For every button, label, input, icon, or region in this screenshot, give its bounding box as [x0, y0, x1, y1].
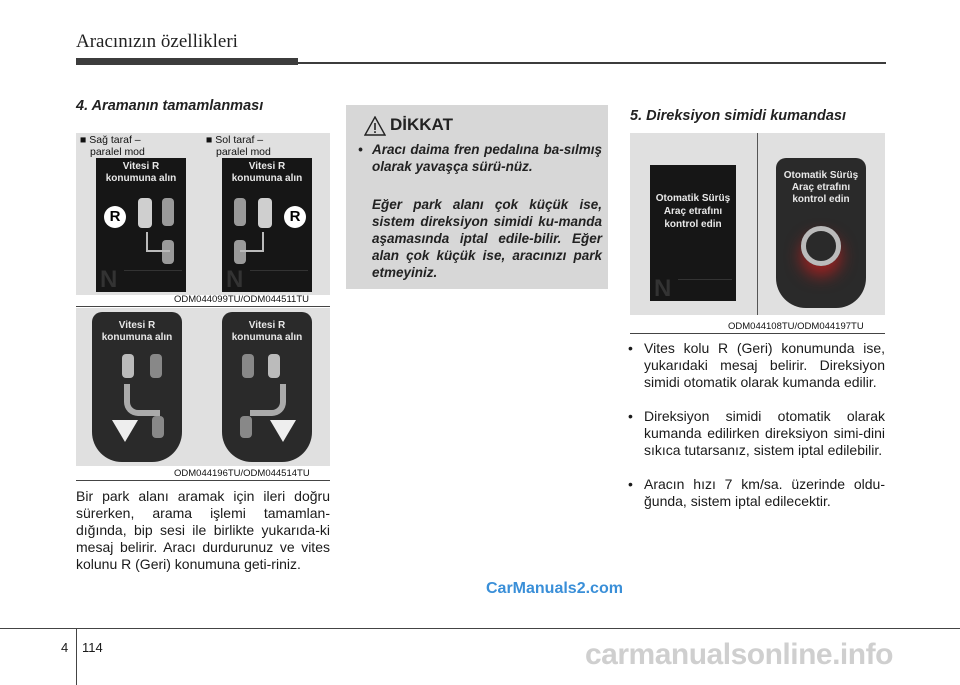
- gauge-line: [678, 279, 732, 294]
- bullet-text-2: Direksiyon simidi otomatik olarak kumanda edilirken direksiyon simi-dini sıkıca tutarsanız, sistem iptal edilebilir.: [644, 408, 885, 458]
- car-icon: [258, 198, 272, 228]
- screen-line-1: Otomatik Sürüş: [783, 170, 859, 181]
- cluster-screen-auto: [776, 158, 866, 308]
- figure-divider: [757, 133, 758, 315]
- square-bullet-icon: ■: [80, 134, 87, 146]
- bullet-icon: •: [628, 340, 633, 356]
- display-screen-right: [96, 158, 186, 292]
- figure-label-left: ■ Sol taraf –: [206, 134, 264, 146]
- parked-car-icon: [234, 198, 246, 226]
- figure-label-right-2: paralel mod: [90, 146, 145, 158]
- screen-message-1: Vitesi R: [248, 161, 286, 172]
- footer-divider: [76, 629, 77, 685]
- caption-rule: [76, 306, 330, 307]
- gauge-line: [124, 270, 182, 287]
- caution-text-1: Aracı daima fren pedalına ba-sılmış olarak yavaşça sürü-nüz.: [372, 142, 602, 174]
- section-5-title: 5. Direksiyon simidi kumandası: [630, 108, 846, 124]
- footer-rule: [0, 628, 960, 629]
- gauge-line: [250, 270, 308, 287]
- path-arrow-icon: [146, 232, 170, 252]
- gear-indicator: N: [226, 266, 244, 293]
- bullet-text-1: Vites kolu R (Geri) konumunda ise, yukarıdaki mesaj belirir. Direksiyon simidi otomatik olarak kumanda edilir.: [644, 340, 885, 390]
- gear-indicator: N: [654, 275, 672, 302]
- square-bullet-icon: ■: [206, 134, 213, 146]
- path-arrow-icon: [250, 384, 286, 416]
- screen-message-1: Vitesi R: [118, 320, 156, 331]
- section-4-paragraph: Bir park alanı aramak için ileri doğru sürerken, arama işlemi tamamlan-dığında, bip sesi ile birlikte yukarıda-ki mesaj belirir. Aracı durdurunuz ve vites kolunu R (Geri) konumuna geti-riniz.: [76, 488, 330, 572]
- parked-car-icon: [162, 198, 174, 226]
- screen-line-2: Araç etrafını: [663, 206, 723, 217]
- bullet-text-3: Aracın hızı 7 km/sa. üzerinde oldu-ğunda, sistem iptal edilecektir.: [644, 476, 885, 509]
- display-screen-auto: [650, 165, 736, 301]
- warning-triangle-icon: [364, 116, 386, 136]
- parked-car-icon: [242, 354, 254, 378]
- parked-car-icon: [240, 416, 252, 438]
- bullet-icon: •: [628, 408, 633, 424]
- caution-text-2: Eğer park alanı çok küçük ise, sistem direksiyon simidi ku-manda aşamasında iptal edile-bilir. Eğer alan çok küçük ise, aracınızı park etmeyiniz.: [372, 197, 602, 280]
- chapter-number: 4: [61, 640, 69, 655]
- caution-title: DİKKAT: [390, 115, 453, 134]
- reverse-sign-icon: R: [284, 206, 306, 228]
- caption-rule: [76, 480, 330, 481]
- section-4-title: 4. Aramanın tamamlanması: [76, 98, 264, 114]
- cluster-screen-left: [222, 312, 312, 462]
- figure-label-right: ■ Sağ taraf –: [80, 134, 141, 146]
- reverse-triangle-icon: [270, 420, 296, 442]
- page-header-title: Aracınızın özellikleri: [76, 31, 238, 52]
- screen-line-3: kontrol edin: [664, 219, 722, 230]
- parked-car-icon: [152, 416, 164, 438]
- screen-message-2: konumuna alın: [101, 332, 173, 343]
- bullet-icon: •: [628, 476, 633, 492]
- bullet-icon: •: [358, 142, 363, 157]
- page-number: 114: [82, 640, 103, 655]
- path-arrow-icon: [124, 384, 160, 416]
- car-icon: [268, 354, 280, 378]
- footer-watermark: carmanualsonline.info: [585, 638, 893, 671]
- screen-message-1: Vitesi R: [122, 161, 160, 172]
- screen-line-2: Araç etrafını: [791, 182, 851, 193]
- car-icon: [122, 354, 134, 378]
- steering-wheel-icon: [801, 226, 841, 266]
- screen-message-2: konumuna alın: [231, 332, 303, 343]
- figure-2-caption: ODM044196TU/ODM044514TU: [174, 468, 310, 479]
- cluster-screen-right: [92, 312, 182, 462]
- figure-label-left-2: paralel mod: [216, 146, 271, 158]
- figure-3-caption: ODM044108TU/ODM044197TU: [728, 321, 864, 332]
- display-screen-left: [222, 158, 312, 292]
- screen-message-2: konumuna alın: [231, 173, 303, 184]
- gear-indicator: N: [100, 266, 118, 293]
- reverse-sign-icon: R: [104, 206, 126, 228]
- car-icon: [138, 198, 152, 228]
- header-bar: [76, 58, 298, 65]
- screen-message-1: Vitesi R: [248, 320, 286, 331]
- screen-message-2: konumuna alın: [105, 173, 177, 184]
- caution-box: [346, 105, 608, 289]
- screen-line-1: Otomatik Sürüş: [655, 193, 731, 204]
- figure-1-caption: ODM044099TU/ODM044511TU: [174, 294, 309, 305]
- caption-rule: [630, 333, 885, 334]
- header-rule: [298, 62, 886, 64]
- screen-line-3: kontrol edin: [792, 194, 850, 205]
- parked-car-icon: [150, 354, 162, 378]
- reverse-triangle-icon: [112, 420, 138, 442]
- watermark-link[interactable]: CarManuals2.com: [486, 580, 623, 597]
- path-arrow-icon: [240, 232, 264, 252]
